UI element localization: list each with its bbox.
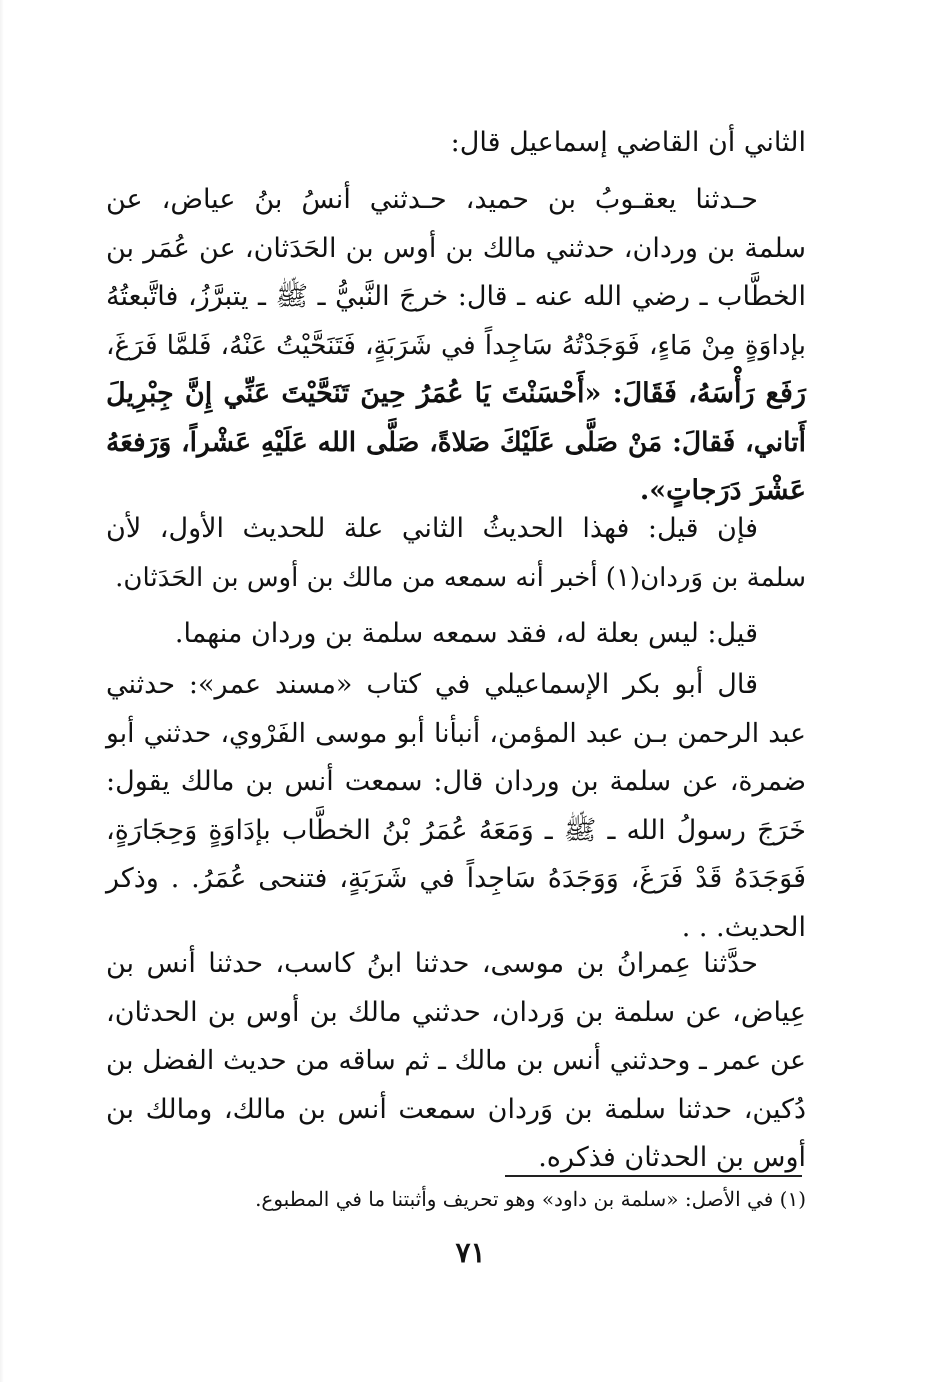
section-heading: الثاني أن القاضي إسماعيل قال: [450,127,806,158]
text-line: ضمرة، عن سلمة بن وردان قال: سمعت أنس بن مالك يقول: [106,766,806,797]
paragraph-answer [106,610,806,659]
text-line: رَفَع رَأْسَهُ، فَقَالَ: «أَحْسَنْتَ يَا عُمَرُ حِينَ تَنَحَّيْتَ عَنِّي إِنَّ جِبْرِيلَ [106,378,806,409]
text-line: أوس بن الحدثان فذكره. [538,1142,806,1173]
paragraph-hadith-umar [106,176,806,516]
footnote-divider [505,1175,802,1177]
paragraph-objection [106,505,806,602]
text-line: فَوَجَدَهُ قَدْ فَرَغَ، وَوَجَدَهُ سَاجِداً في شَرَبَةٍ، فتنحى عُمَرُ. . وذكر [106,863,806,894]
page-number: ٧١ [455,1236,486,1269]
footnote: (١) في الأصل: «سلمة بن داود» وهو تحريف وأثبتنا ما في المطبوع. [255,1187,806,1211]
text-line: عبد الرحمن بـن عبد المؤمن، أنبأنا أبو موسى الفَرْوي، حدثني أبو [106,717,806,749]
text-line: بإداوَةٍ مِنْ مَاءٍ، فَوَجَدْتُهُ سَاجِداً في شَرَبَةٍ، فَتَنَحَّيْتُ عَنْهُ، فَلمَّا فَرَغَ، [106,329,806,361]
text-line: عِياض، عن سلمة بن وَردان، حدثني مالك بن أوس بن الحدثان، [106,996,806,1028]
text-line: عن عمر ـ وحدثني أنس بن مالك ـ ثم ساقه من حديث الفضل بن [106,1045,806,1076]
paragraph-ismaili [106,661,806,952]
text-line: دُكين، حدثنا سلمة بن وَردان سمعت أنس بن مالك، ومالك بن [106,1093,806,1125]
page-edge [0,0,4,1382]
text-line: حـدثنا يعقـوبُ بن حميد، حـدثني أنسُ بنُ عياض، عن [106,184,758,215]
text-line: خَرَجَ رسولُ الله ـ ﷺ ـ وَمَعَهُ عُمَرُ بْنُ الخطَّاب بإدَاوَةٍ وَحِجَارَةٍ، [106,814,806,846]
paragraph-imran [106,940,806,1183]
text-line: الحديث. . . [681,911,806,943]
text-line: عَشْرَ دَرَجاتٍ». [639,475,806,506]
text-line: حدَّثنا عِمرانُ بن موسى، حدثنا ابنُ كاسب، حدثنا أنس بن [106,948,758,979]
text-line: سلمة بن وردان، حدثني مالك بن أوس بن الحَدَثان، عن عُمَر بن [106,232,806,264]
text-line: قيل: ليس بعلة له، فقد سمعه سلمة بن وردان منهما. [174,618,758,649]
text-line: فإن قيل: فهذا الحديثُ الثاني علة للحديث الأول، لأن [106,513,758,544]
text-line: أَتاني، فَقالَ: مَنْ صَلَّى عَلَيْكَ صَلاةً، صَلَّى الله عَلَيْهِ عَشْراً، وَرَفعَهُ [106,426,806,458]
text-line: سلمة بن وَردان(١) أخبر أنه سمعه من مالك بن أوس بن الحَدَثان. [115,562,806,593]
text-line: الخطَّاب ـ رضي الله عنه ـ قال: خرجَ النَّبيُّ ـ ﷺ ـ يتبرَّزُ، فاتَّبعتُهُ [106,281,806,312]
text-line: قال أبو بكر الإسماعيلي في كتاب «مسند عمر»: حدثني [106,669,758,700]
